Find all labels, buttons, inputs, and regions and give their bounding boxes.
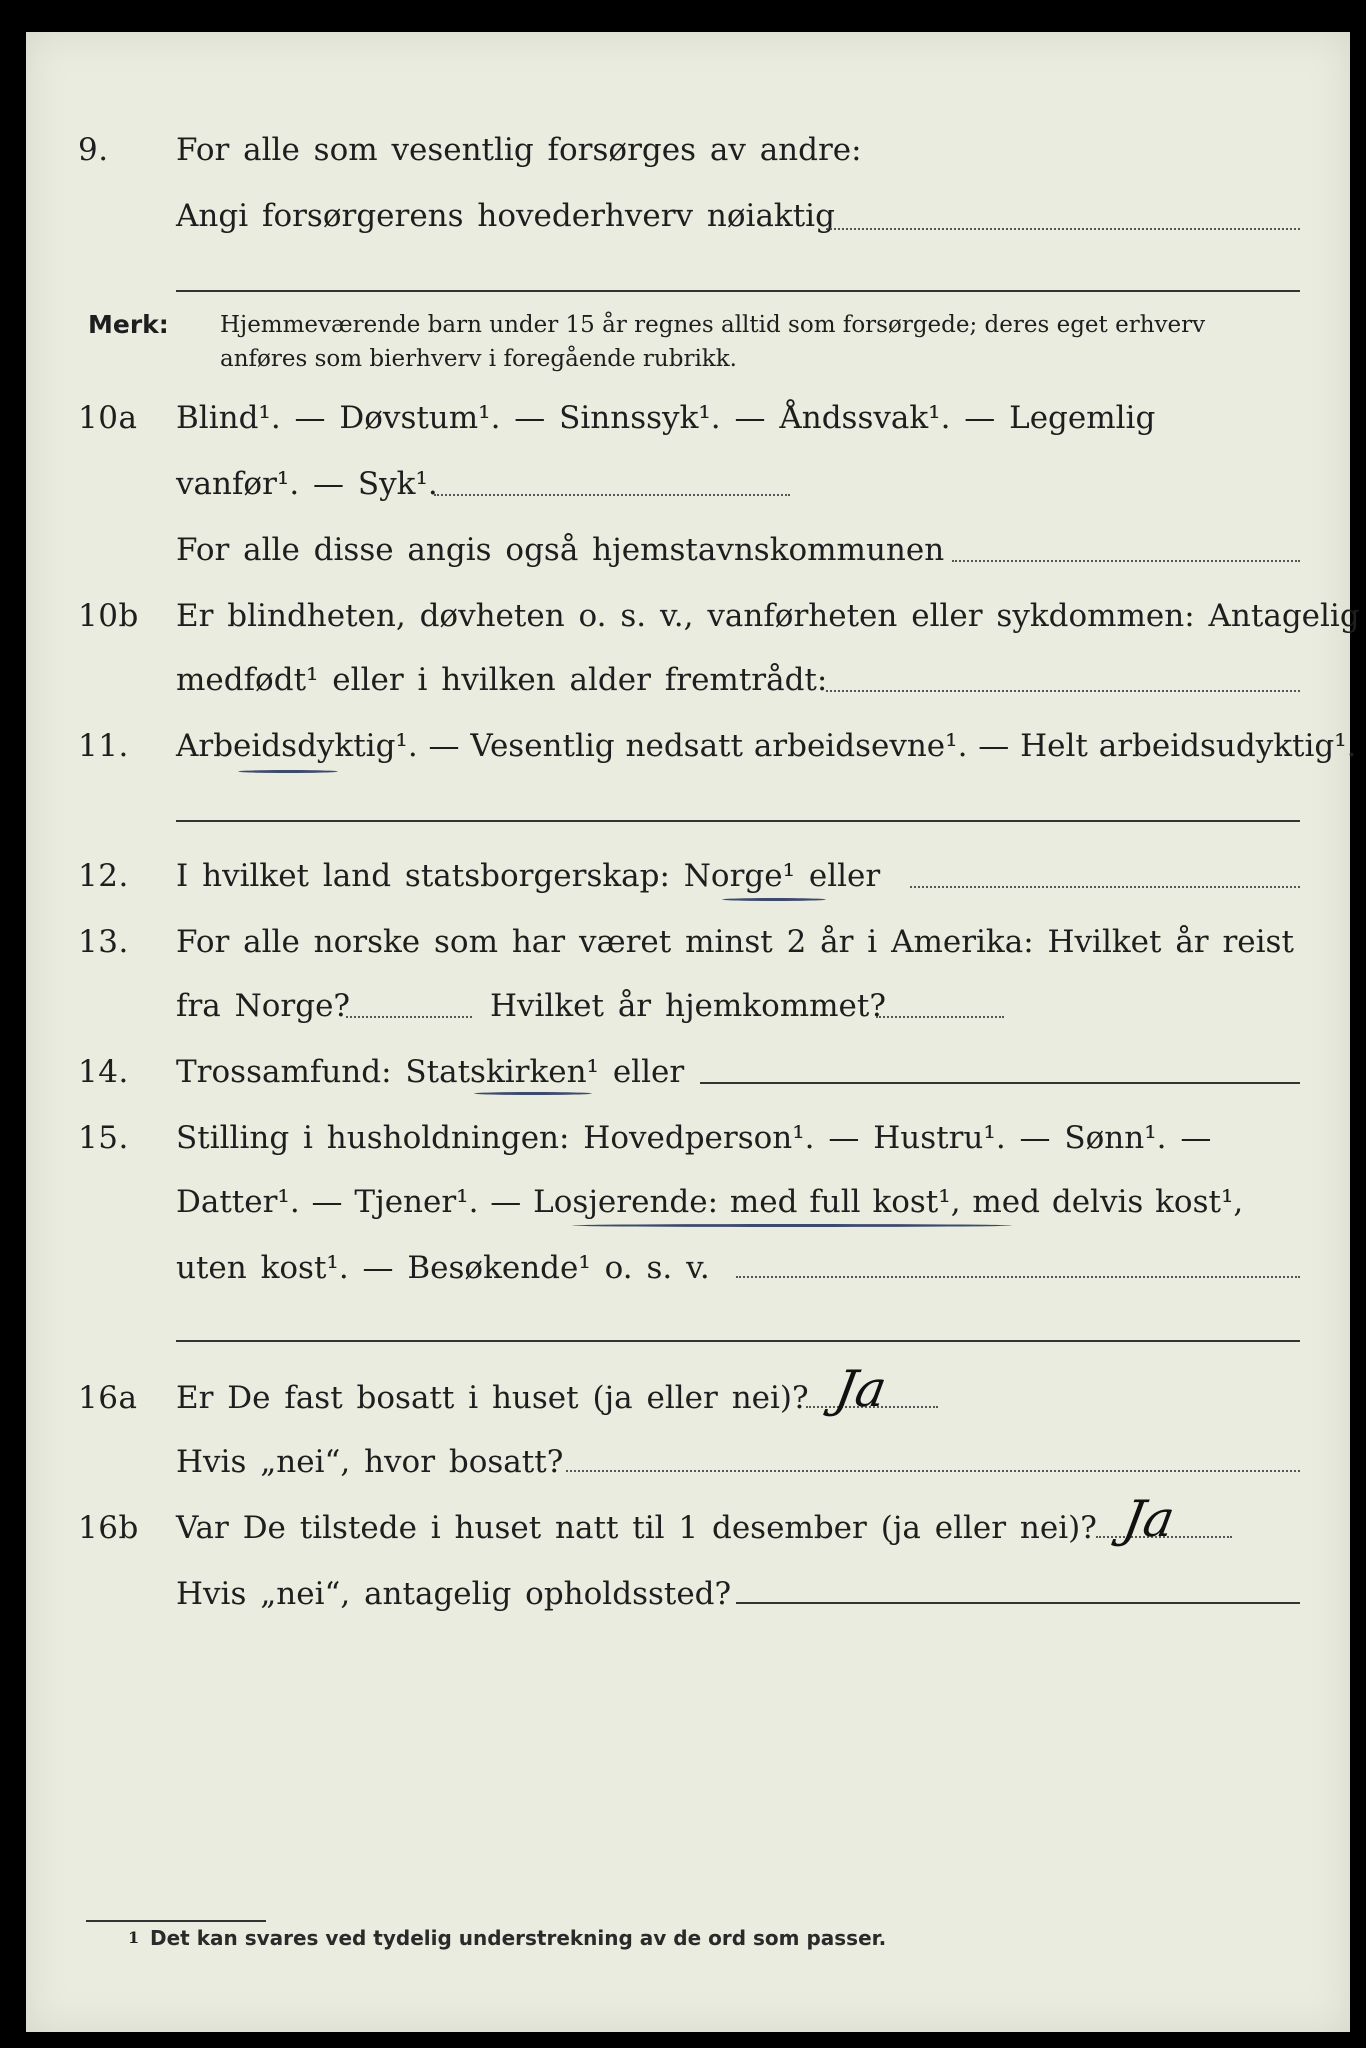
footnote-rule	[86, 1920, 266, 1922]
question-text: Er blindheten, døvheten o. s. v., vanførheten eller sykdommen: Antagelig	[176, 598, 1360, 634]
question-text: Hvilket år hjemkommet?	[490, 988, 886, 1024]
question-text: Var De tilstede i huset natt til 1 desember (ja eller nei)?	[176, 1510, 1097, 1546]
question-text: uten kost¹. — Besøkende¹ o. s. v.	[176, 1250, 710, 1286]
question-number: 9.	[78, 132, 109, 168]
question-text: For alle norske som har været minst 2 år i Amerika: Hvilket år reist	[176, 924, 1294, 960]
answer-line[interactable]	[176, 290, 1300, 292]
answer-dotted-line[interactable]	[346, 1016, 472, 1018]
answer-dotted-line[interactable]	[910, 886, 1300, 888]
question-number: 13.	[78, 924, 129, 960]
question-number: 10a	[78, 400, 138, 436]
answer-dotted-line[interactable]	[566, 1470, 1300, 1472]
question-number: 16b	[78, 1510, 139, 1546]
question-text: For alle som vesentlig forsørges av andre:	[176, 132, 862, 168]
question-number: 14.	[78, 1054, 129, 1090]
merk-text: Hjemmeværende barn under 15 år regnes alltid som forsørgede; deres eget erhverv	[220, 312, 1206, 338]
answer-line[interactable]	[700, 1082, 1300, 1084]
question-text: fra Norge?	[176, 988, 351, 1024]
handwritten-underline	[572, 1224, 1012, 1227]
footnote-marker: 1	[128, 1928, 140, 1947]
answer-line[interactable]	[736, 1602, 1300, 1604]
question-text: For alle disse angis også hjemstavnskommunen	[176, 532, 945, 568]
answer-line[interactable]	[176, 1340, 1300, 1342]
handwritten-answer: Ja	[830, 1360, 891, 1418]
merk-text: anføres som bierhverv i foregående rubrikk.	[220, 346, 737, 372]
question-number: 11.	[78, 728, 129, 764]
question-number: 12.	[78, 858, 129, 894]
answer-dotted-line[interactable]	[826, 690, 1300, 692]
question-text: Stilling i husholdningen: Hovedperson¹. — Hustru¹. — Sønn¹. —	[176, 1120, 1212, 1156]
handwritten-underline	[722, 898, 826, 901]
question-number: 15.	[78, 1120, 129, 1156]
question-number: 10b	[78, 598, 139, 634]
question-text: Blind¹. — Døvstum¹. — Sinnssyk¹. — Åndssvak¹. — Legemlig	[176, 400, 1156, 436]
answer-dotted-line[interactable]	[952, 560, 1300, 562]
answer-dotted-line[interactable]	[876, 1016, 1004, 1018]
question-text: Hvis „nei“, hvor bosatt?	[176, 1444, 564, 1480]
question-text: Hvis „nei“, antagelig opholdssted?	[176, 1576, 732, 1612]
answer-dotted-line[interactable]	[434, 494, 790, 496]
question-number: 16a	[78, 1380, 138, 1416]
answer-dotted-line[interactable]	[736, 1276, 1300, 1278]
handwritten-underline	[238, 770, 338, 773]
question-text: vanfør¹. — Syk¹.	[176, 466, 438, 502]
handwritten-underline	[474, 1092, 592, 1095]
handwritten-answer: Ja	[1118, 1490, 1179, 1548]
question-text: medfødt¹ eller i hvilken alder fremtrådt:	[176, 662, 828, 698]
footnote-text: Det kan svares ved tydelig understrekning av de ord som passer.	[150, 1926, 887, 1950]
question-text: Angi forsørgerens hovederhverv nøiaktig	[176, 198, 835, 234]
question-text: Er De fast bosatt i huset (ja eller nei)?	[176, 1380, 809, 1416]
merk-label: Merk:	[88, 310, 169, 339]
answer-dotted-line[interactable]	[826, 228, 1300, 230]
question-text: I hvilket land statsborgerskap: Norge¹ eller	[176, 858, 881, 894]
question-text: Arbeidsdyktig¹. — Vesentlig nedsatt arbeidsevne¹. — Helt arbeidsudyktig¹.	[176, 728, 1357, 764]
answer-line[interactable]	[176, 820, 1300, 822]
question-text: Datter¹. — Tjener¹. — Losjerende: med full kost¹, med delvis kost¹,	[176, 1184, 1244, 1220]
question-text: Trossamfund: Statskirken¹ eller	[176, 1054, 685, 1090]
